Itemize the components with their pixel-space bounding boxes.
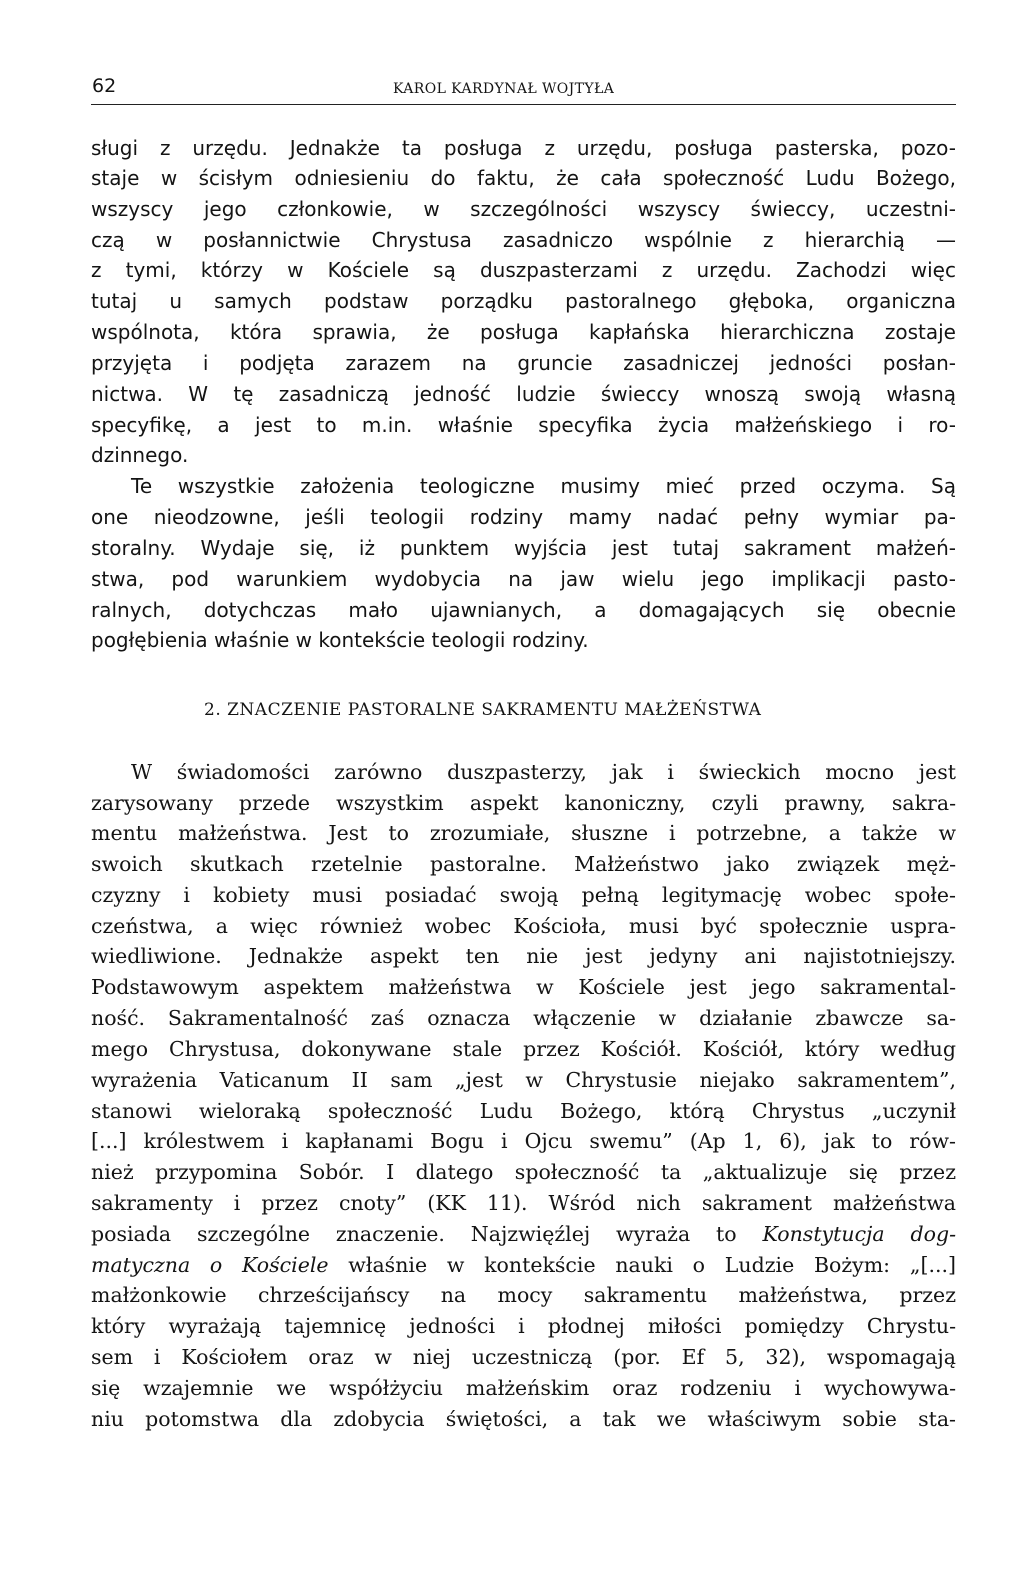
text-line: nictwa. W tę zasadniczą jedność ludzie świeccy wnoszą swoją własną [91,382,956,406]
text-segment: posiada szczególne znaczenie. Najzwięźlej wyraża to [91,1222,763,1246]
text-line: W świadomości zarówno duszpasterzy, jak i świeckich mocno jest [131,760,956,784]
text-line: który wyrażają tajemnicę jedności i płodnej miłości pomiędzy Chrystu- [91,1314,956,1338]
running-header [91,74,956,105]
text-line: wyrażenia Vaticanum II sam „jest w Chrystusie niejako sakramentem”, [91,1068,956,1092]
text-line: niu potomstwa dla zdobycia świętości, a tak we właściwym sobie sta- [91,1407,956,1431]
text-line: pogłębienia właśnie w kontekście teologii rodziny. [91,628,589,652]
page-number: 62 [92,75,117,97]
text-line: ność. Sakramentalność zaś oznacza włączenie w działanie zbawcze sa- [91,1006,956,1030]
text-line: mego Chrystusa, dokonywane stale przez Kościół. Kościół, który według [91,1037,956,1061]
text-line: z tymi, którzy w Kościele są duszpasterzami z urzędu. Zachodzi więc [91,258,956,282]
text-line: czą w posłannictwie Chrystusa zasadniczo wspólnie z hierarchią — [91,228,956,252]
italic-title: matyczna o Kościele [91,1253,329,1277]
text-line: nież przypomina Sobór. I dlatego społeczność ta „aktualizuje się przez [91,1160,956,1184]
running-head-title: KAROL KARDYNAŁ WOJTYŁA [393,81,615,97]
text-line [91,1250,956,1280]
text-line: stanowi wieloraką społeczność Ludu Bożego, którą Chrystus „uczynił [91,1099,956,1123]
text-line: Te wszystkie założenia teologiczne musimy mieć przed oczyma. Są [131,474,956,498]
text-line: swoich skutkach rzetelnie pastoralne. Małżeństwo jako związek męż- [91,852,956,876]
text-line: mentu małżeństwa. Jest to zrozumiałe, słuszne i potrzebne, a także w [91,821,956,845]
text-line: tutaj u samych podstaw porządku pastoralnego głęboka, organiczna [91,289,956,313]
text-line: czyzny i kobiety musi posiadać swoją pełną legitymację wobec społe- [91,883,956,907]
italic-title: Konstytucja dog- [762,1222,956,1246]
section-heading: 2. ZNACZENIE PASTORALNE SAKRAMENTU MAŁŻEŃSTWA [204,700,762,720]
text-line: staje w ścisłym odniesieniu do faktu, że cała społeczność Ludu Bożego, [91,166,956,190]
text-line: małżonkowie chrześcijańscy na mocy sakramentu małżeństwa, przez [91,1283,956,1307]
text-line: storalny. Wydaje się, iż punktem wyjścia jest tutaj sakrament małżeń- [91,536,956,560]
text-line: wspólnota, która sprawia, że posługa kapłańska hierarchiczna zostaje [91,320,956,344]
text-line: wiedliwione. Jednakże aspekt ten nie jest jedyny ani najistotniejszy. [91,944,956,968]
text-line: one nieodzowne, jeśli teologii rodziny mamy nadać pełny wymiar pa- [91,505,956,529]
text-line: ralnych, dotychczas mało ujawnianych, a domagających się obecnie [91,598,956,622]
text-line: zarysowany przede wszystkim aspekt kanoniczny, czyli prawny, sakra- [91,791,956,815]
text-line: Podstawowym aspektem małżeństwa w Kościele jest jego sakramental- [91,975,956,999]
text-line: [...] królestwem i kapłanami Bogu i Ojcu swemu” (Ap 1, 6), jak to rów- [91,1129,956,1153]
text-line: sem i Kościołem oraz w niej uczestniczą (por. Ef 5, 32), wspomagają [91,1345,956,1369]
text-segment: właśnie w kontekście nauki o Ludzie Bożym: „[...] [328,1253,956,1277]
text-line: dzinnego. [91,443,189,467]
text-line: czeństwa, a więc również wobec Kościoła, musi być społecznie uspra- [91,914,956,938]
text-line [91,1219,956,1249]
text-line: sługi z urzędu. Jednakże ta posługa z urzędu, posługa pasterska, pozo- [91,136,956,160]
text-line: stwa, pod warunkiem wydobycia na jaw wielu jego implikacji pasto- [91,567,956,591]
text-line: specyfikę, a jest to m.in. właśnie specyfika życia małżeńskiego i ro- [91,413,956,437]
text-line: sakramenty i przez cnoty” (KK 11). Wśród nich sakrament małżeństwa [91,1191,956,1215]
text-line: przyjęta i podjęta zarazem na gruncie zasadniczej jedności posłan- [91,351,956,375]
text-line: się wzajemnie we współżyciu małżeńskim oraz rodzeniu i wychowywa- [91,1376,956,1400]
text-line: wszyscy jego członkowie, w szczególności wszyscy świeccy, uczestni- [91,197,956,221]
